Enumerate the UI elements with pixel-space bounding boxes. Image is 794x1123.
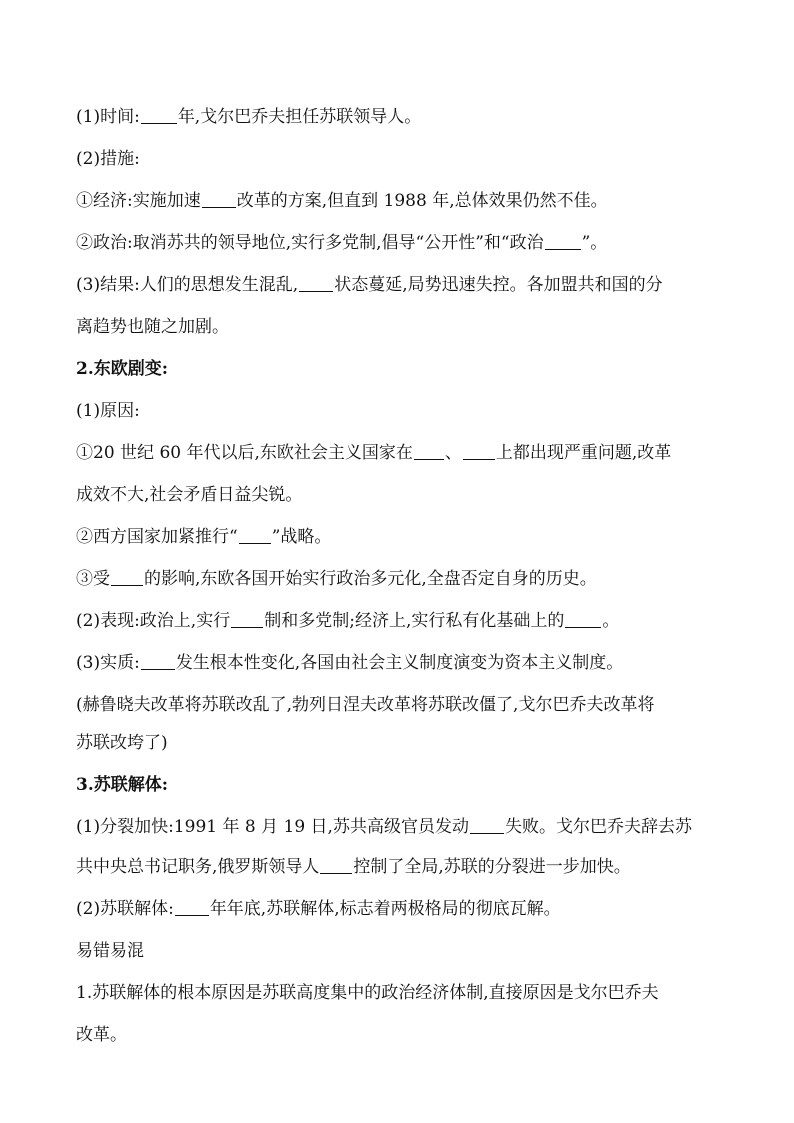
text-segment: 状态蔓延,局势迅速失控。各加盟共和国的分	[334, 275, 663, 295]
fill-blank[interactable]	[231, 611, 263, 628]
text-segment: (3)实质:	[76, 653, 140, 673]
text-segment: ②政治:取消苏共的领导地位,实行多党制,倡导“公开性”和“政治	[76, 233, 544, 253]
text-line	[76, 939, 726, 963]
text-line	[76, 609, 726, 633]
text-segment: (1)分裂加快:1991 年 8 月 19 日,苏共高级官员发动	[76, 817, 469, 837]
text-segment: 1.苏联解体的根本原因是苏联高度集中的政治经济体制,直接原因是戈尔巴乔夫	[76, 983, 659, 1003]
text-segment: 、	[444, 443, 462, 463]
text-segment: 年,戈尔巴乔夫担任苏联领导人。	[177, 107, 422, 127]
text-line	[76, 483, 726, 507]
fill-blank[interactable]	[202, 191, 236, 208]
fill-blank[interactable]	[141, 107, 177, 124]
text-line	[76, 981, 726, 1005]
fill-blank[interactable]	[175, 899, 209, 916]
text-line	[76, 651, 726, 675]
text-line	[76, 525, 726, 549]
text-line	[76, 731, 726, 755]
text-line	[76, 441, 726, 465]
text-line	[76, 1023, 726, 1047]
text-line	[76, 273, 726, 297]
text-segment: 。	[602, 611, 620, 631]
text-segment: 上都出现严重问题,改革	[495, 443, 672, 463]
text-segment: 发生根本性变化,各国由社会主义制度演变为资本主义制度。	[175, 653, 624, 673]
text-line	[76, 231, 726, 255]
text-line	[76, 815, 726, 839]
text-segment: 的影响,东欧各国开始实行政治多元化,全盘否定自身的历史。	[144, 569, 597, 589]
text-segment: (2)表现:政治上,实行	[76, 611, 231, 631]
text-line	[76, 105, 726, 129]
fill-blank[interactable]	[299, 275, 333, 292]
text-segment: 改革。	[76, 1025, 127, 1045]
text-line	[76, 855, 726, 879]
text-segment: 改革的方案,但直到 1988 年,总体效果仍然不佳。	[236, 191, 608, 211]
text-segment: 易错易混	[76, 941, 144, 961]
fill-blank[interactable]	[414, 443, 444, 460]
text-segment: 共中央总书记职务,俄罗斯领导人	[76, 857, 320, 877]
heading-text: 2.东欧剧变:	[76, 359, 169, 379]
text-segment: ①20 世纪 60 年代以后,东欧社会主义国家在	[76, 443, 413, 463]
fill-blank[interactable]	[545, 233, 581, 250]
text-segment: ”。	[581, 233, 608, 253]
text-segment: 苏联改垮了)	[76, 733, 168, 753]
text-segment: 失败。戈尔巴乔夫辞去苏	[504, 817, 692, 837]
text-line	[76, 189, 726, 213]
text-line	[76, 693, 726, 717]
text-segment: (2)措施:	[76, 149, 140, 169]
fill-blank[interactable]	[565, 611, 601, 628]
text-segment: ②西方国家加紧推行“	[76, 527, 238, 547]
section-heading	[76, 357, 726, 381]
heading-text: 3.苏联解体:	[76, 775, 169, 795]
text-segment: (3)结果:人们的思想发生混乱,	[76, 275, 299, 295]
text-segment: 成效不大,社会矛盾日益尖锐。	[76, 485, 303, 505]
text-segment: (赫鲁晓夫改革将苏联改乱了,勃列日涅夫改革将苏联改僵了,戈尔巴乔夫改革将	[76, 695, 655, 715]
text-segment: 制和多党制;经济上,实行私有化基础上的	[264, 611, 565, 631]
text-line	[76, 567, 726, 591]
text-segment: (2)苏联解体:	[76, 899, 174, 919]
text-segment: 控制了全局,苏联的分裂进一步加快。	[353, 857, 631, 877]
text-line	[76, 399, 726, 423]
fill-blank[interactable]	[470, 817, 504, 834]
fill-blank[interactable]	[141, 653, 175, 670]
text-segment: ①经济:实施加速	[76, 191, 201, 211]
text-segment: ③受	[76, 569, 110, 589]
fill-blank[interactable]	[111, 569, 143, 586]
fill-blank[interactable]	[463, 443, 495, 460]
text-segment: 离趋势也随之加剧。	[76, 317, 229, 337]
text-line	[76, 315, 726, 339]
section-heading	[76, 773, 726, 797]
text-line	[76, 897, 726, 921]
text-segment: (1)时间:	[76, 107, 140, 127]
fill-blank[interactable]	[239, 527, 271, 544]
text-segment: ”战略。	[271, 527, 332, 547]
text-segment: 年年底,苏联解体,标志着两极格局的彻底瓦解。	[209, 899, 561, 919]
text-line	[76, 147, 726, 171]
text-segment: (1)原因:	[76, 401, 140, 421]
fill-blank[interactable]	[320, 857, 352, 874]
